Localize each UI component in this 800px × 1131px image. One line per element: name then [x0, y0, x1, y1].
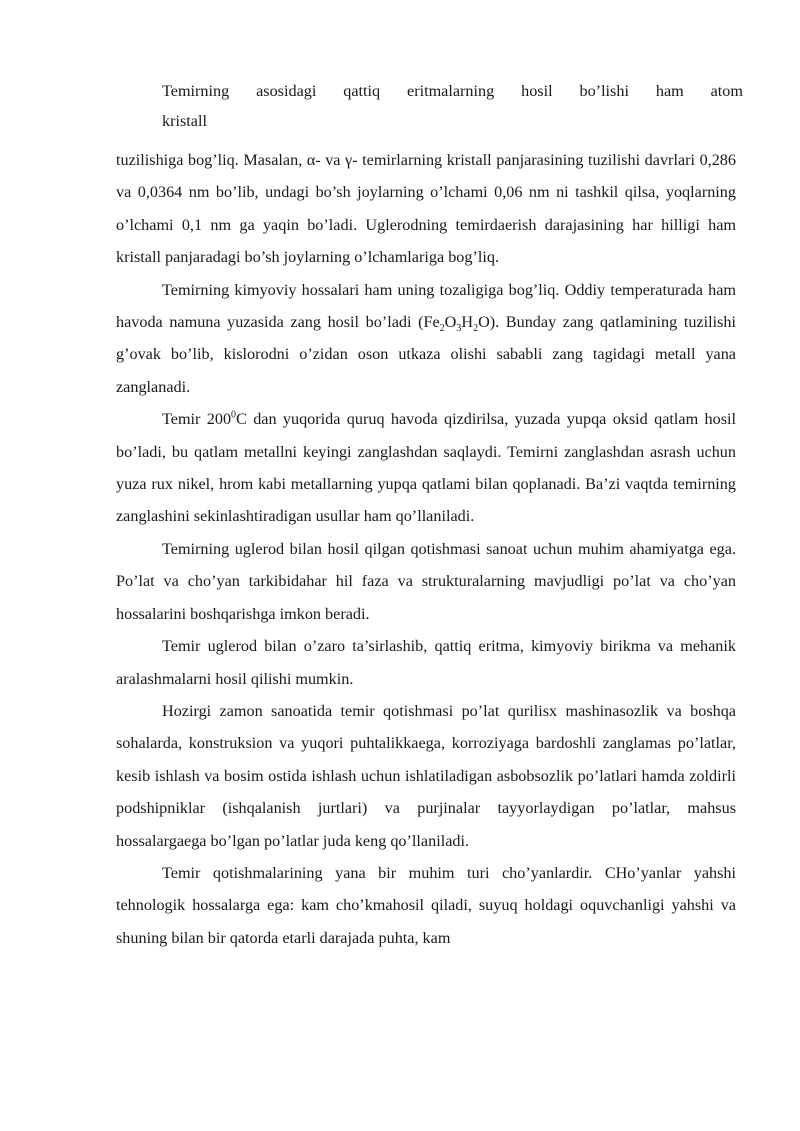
paragraph-crystal-structure: tuzilishiga bog’liq. Masalan, α- va γ- temirlarning kristall panjarasining tuzilishi davrlari 0,286 va 0,0364 nm bo’lib, undagi bo’sh joylarning o’lchami 0,06 nm ni tashkil qilsa, yoqlarning o’lchami 0,1 nm ga yaqin bo’ladi. Uglerodning temirdaerish darajasining har hilligi ham kristall panjaradagi bo’sh joylarning o’lchamlariga bog’liq.	[116, 151, 736, 267]
paragraph-text: O). Bunday zang qatlamining tuzilishi g’ovak bo’lib, kislorodni o’zidan oson utkaza olishi sababli zang tagidagi metall yana zanglanadi.	[116, 313, 736, 396]
paragraph-cast-iron: Temir qotishmalarining yana bir muhim turi cho’yanlardir. CHo’yanlar yahshi tehnologik hossalarga ega: kam cho’kmahosil qiladi, suyuq holdagi oquvchanligi yahshi va shuning bilan bir qatorda etarli darajada puhta, kam	[116, 863, 736, 947]
superscript: 0	[231, 409, 237, 421]
opening-line-tail: kristall	[162, 112, 207, 130]
paragraph-modern-industry: Hozirgi zamon sanoatida temir qotishmasi po’lat qurilisx mashinasozlik va boshqa sohalarda, konstruksion va yuqori puhtalikkaega, korroziyaga bardoshli zanglamas po’latlar, kesib ishlash va bosim ostida ishlash uchun ishlatiladigan asbobsozlik po’latlari hamda zoldirli podshipniklar (ishqalanish jurtlari) va purjinalar tayyorlaydigan po’latlar, mahsus hossalargaega bo’lgan po’latlar juda keng qo’llaniladi.	[116, 701, 736, 850]
paragraph-text: Temir 200	[162, 410, 232, 429]
opening-paragraph	[162, 76, 743, 136]
paragraph-text: C dan yuqorida quruq havoda qizdirilsa, yuzada yupqa oksid qatlam hosil bo’ladi, bu qatlam metallni keyingi zanglashdan saqlaydi. Temirni zanglashdan asrash uchun yuza rux nikel, hrom kabi metallarning yupqa qatlami bilan qoplanadi. Ba’zi vaqtda temirning zanglashini sekinlashtiradigan usullar ham qo’llaniladi.	[116, 410, 736, 526]
paragraph-text: Temirning kimyoviy hossalari ham uning tozaligiga bog’liq. Oddiy temperaturada ham havoda namuna yuzasida zang hosil bo’ladi (Fe	[116, 280, 736, 332]
opening-line: Temirning asosidagi qattiq eritmalarning hosil bo’lishi ham atom	[162, 82, 743, 100]
paragraph-oxide-layer	[116, 403, 736, 533]
subscript: 2	[439, 323, 445, 335]
paragraph-iron-carbon-interaction: Temir uglerod bilan o’zaro ta’sirlashib, qattiq eritma, kimyoviy birikma va mehanik aralashmalarni hosil qilishi mumkin.	[116, 637, 736, 688]
paragraph-text: H	[461, 313, 474, 332]
paragraph-text: O	[444, 313, 457, 332]
document-body	[116, 144, 736, 954]
subscript: 3	[456, 323, 462, 335]
paragraph-iron-carbon-alloy: Temirning uglerod bilan hosil qilgan qotishmasi sanoat uchun muhim ahamiyatga ega. Po’lat va cho’yan tarkibidahar hil faza va strukturalarning mavjudligi po’lat va cho’yan hossalarini boshqarishga imkon beradi.	[116, 539, 736, 623]
paragraph-chemical-properties	[116, 274, 736, 404]
subscript: 2	[473, 323, 479, 335]
